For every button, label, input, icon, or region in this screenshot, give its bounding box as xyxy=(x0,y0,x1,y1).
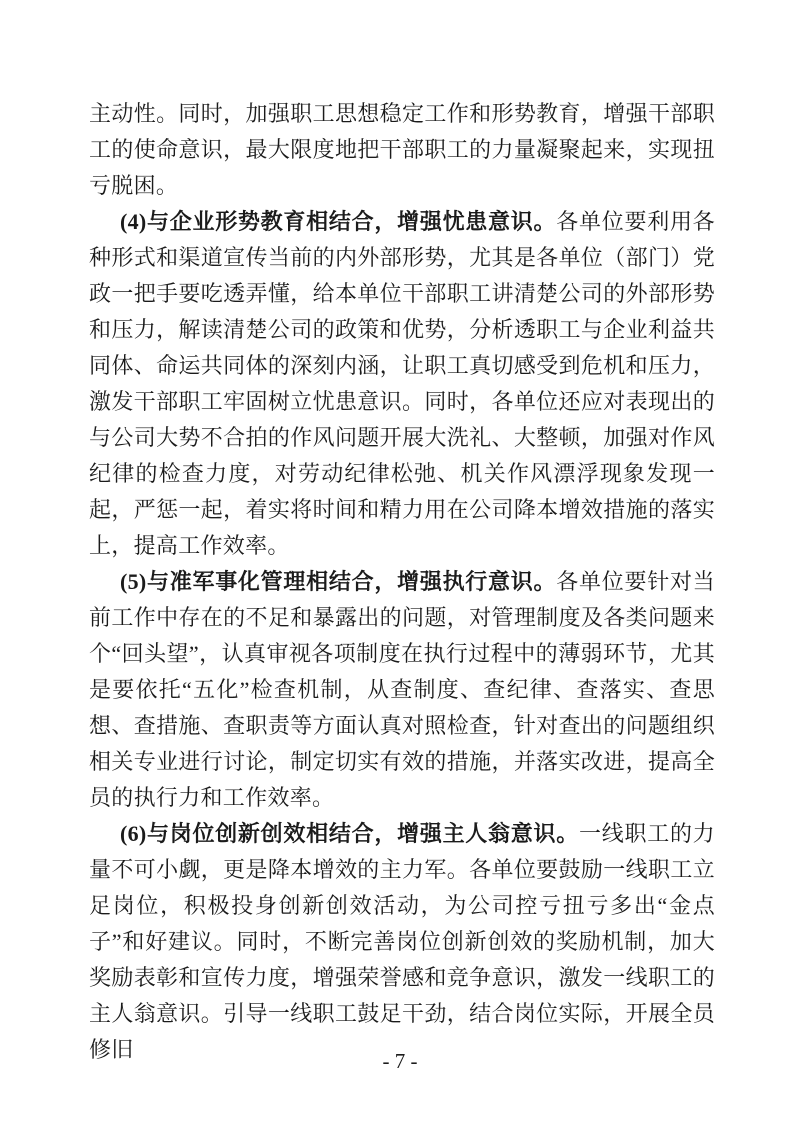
page-number: - 7 - xyxy=(382,1049,418,1073)
document-body xyxy=(89,96,715,1068)
paragraph-text: 主动性。同时，加强职工思想稳定工作和形势教育，增强干部职工的使命意识，最大限度地把干部职工的力量凝聚起来，实现扭亏脱困。 xyxy=(89,101,715,198)
paragraph-item-6 xyxy=(89,816,715,1068)
paragraph-lead-bold: (6)与岗位创新创效相结合，增强主人翁意识。 xyxy=(120,821,579,846)
paragraph-lead-bold: (5)与准军事化管理相结合，增强执行意识。 xyxy=(120,569,557,594)
paragraph-lead-bold: (4)与企业形势教育相结合，增强忧患意识。 xyxy=(120,209,557,234)
paragraph-text: 一线职工的力量不可小觑，更是降本增效的主力军。各单位要鼓励一线职工立足岗位，积极投身创新创效活动，为公司控亏扭亏多出“金点子”和好建议。同时，不断完善岗位创新创效的奖励机制，加大奖励表彰和宣传力度，增强荣誉感和竞争意识，激发一线职工的主人翁意识。引导一线职工鼓足干劲，结合岗位实际，开展全员修旧 xyxy=(89,821,715,1062)
paragraph-item-5 xyxy=(89,564,715,816)
paragraph-continuation xyxy=(89,96,715,204)
paragraph-text: 各单位要利用各种形式和渠道宣传当前的内外部形势，尤其是各单位（部门）党政一把手要吃透弄懂，给本单位干部职工讲清楚公司的外部形势和压力，解读清楚公司的政策和优势，分析透职工与企业利益共同体、命运共同体的深刻内涵，让职工真切感受到危机和压力，激发干部职工牢固树立忧患意识。同时，各单位还应对表现出的与公司大势不合拍的作风问题开展大洗礼、大整顿，加强对作风纪律的检查力度，对劳动纪律松弛、机关作风漂浮现象发现一起，严惩一起，着实将时间和精力用在公司降本增效措施的落实上，提高工作效率。 xyxy=(89,209,715,558)
paragraph-item-4 xyxy=(89,204,715,564)
paragraph-text: 各单位要针对当前工作中存在的不足和暴露出的问题，对管理制度及各类问题来个“回头望”，认真审视各项制度在执行过程中的薄弱环节，尤其是要依托“五化”检查机制，从查制度、查纪律、查落实、查思想、查措施、查职责等方面认真对照检查，针对查出的问题组织相关专业进行讨论，制定切实有效的措施，并落实改进，提高全员的执行力和工作效率。 xyxy=(89,569,715,810)
